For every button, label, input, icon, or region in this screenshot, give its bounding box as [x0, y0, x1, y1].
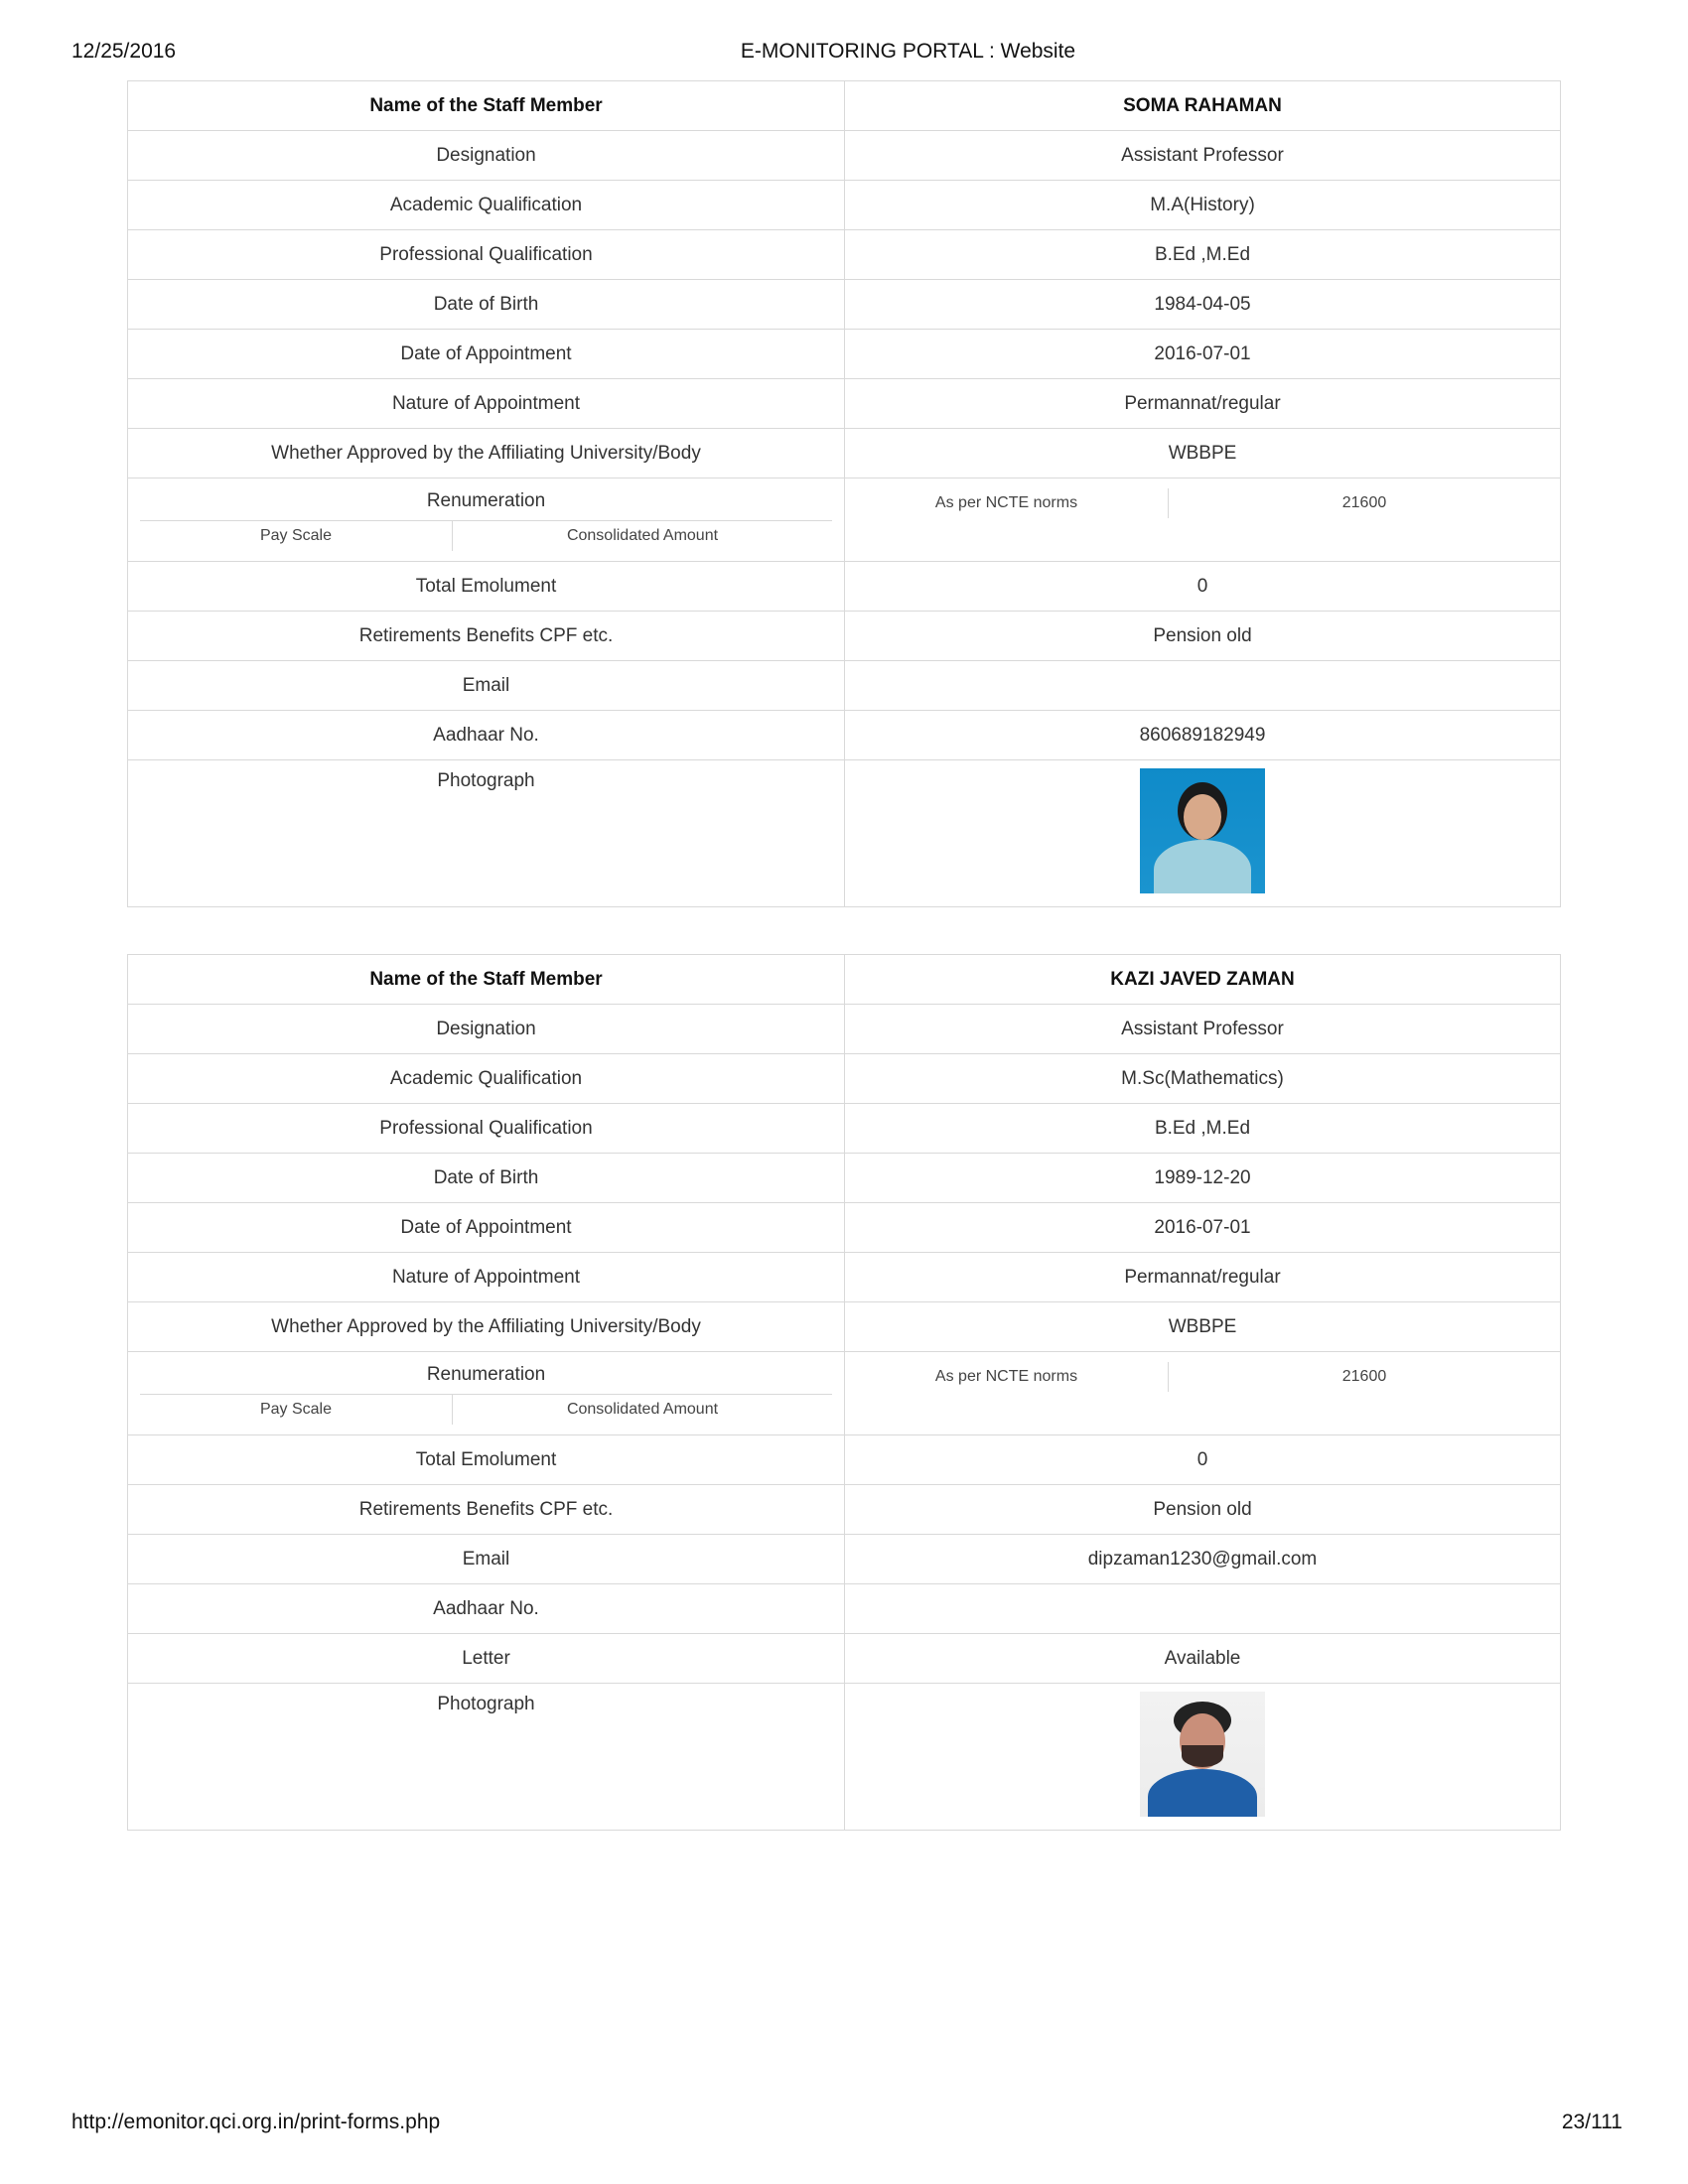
table-row	[128, 711, 1561, 760]
consolidated-value: 21600	[1341, 494, 1387, 511]
row-label: Designation	[128, 1005, 845, 1054]
pay-scale-label: Pay Scale	[140, 1395, 453, 1425]
row-label: Retirements Benefits CPF etc.	[128, 612, 845, 661]
row-label: Date of Birth	[128, 280, 845, 330]
table-row	[128, 230, 1561, 280]
total-emolument-value: 0	[845, 1435, 1561, 1485]
table-row	[128, 131, 1561, 181]
table-row	[128, 562, 1561, 612]
table-row	[128, 955, 1561, 1005]
table-row	[128, 661, 1561, 711]
table-row	[128, 330, 1561, 379]
professional-value: B.Ed ,M.Ed	[845, 1104, 1561, 1154]
doa-value: 2016-07-01	[845, 1203, 1561, 1253]
photograph-cell	[845, 1684, 1561, 1831]
renumeration-label-cell	[128, 478, 845, 562]
row-label: Academic Qualification	[128, 1054, 845, 1104]
table-row	[128, 81, 1561, 131]
row-label: Date of Appointment	[128, 330, 845, 379]
table-row	[128, 1253, 1561, 1302]
table-row	[128, 1054, 1561, 1104]
approved-value: WBBPE	[845, 429, 1561, 478]
table-row	[128, 1302, 1561, 1352]
table-row	[128, 1005, 1561, 1054]
dob-value: 1989-12-20	[845, 1154, 1561, 1203]
table-row	[128, 181, 1561, 230]
row-label: Renumeration	[426, 490, 546, 511]
designation-value: Assistant Professor	[845, 1005, 1561, 1054]
row-label: Total Emolument	[128, 1435, 845, 1485]
row-label: Date of Birth	[128, 1154, 845, 1203]
row-label: Email	[128, 1535, 845, 1584]
staff-name: SOMA RAHAMAN	[845, 81, 1561, 131]
table-row	[128, 1154, 1561, 1203]
table-row	[128, 1203, 1561, 1253]
nature-value: Permannat/regular	[845, 379, 1561, 429]
row-label: Academic Qualification	[128, 181, 845, 230]
print-date: 12/25/2016	[71, 40, 177, 63]
table-row	[128, 1435, 1561, 1485]
academic-value: M.Sc(Mathematics)	[845, 1054, 1561, 1104]
row-label: Aadhaar No.	[128, 1584, 845, 1634]
staff-table	[127, 954, 1561, 1831]
doa-value: 2016-07-01	[845, 330, 1561, 379]
staff-photo	[1140, 768, 1265, 893]
consolidated-label: Consolidated Amount	[566, 527, 719, 544]
row-label: Professional Qualification	[128, 230, 845, 280]
row-label: Whether Approved by the Affiliating University/Body	[128, 429, 845, 478]
row-label: Email	[128, 661, 845, 711]
row-label: Name of the Staff Member	[128, 955, 845, 1005]
pay-scale-value: As per NCTE norms	[845, 488, 1169, 518]
nature-value: Permannat/regular	[845, 1253, 1561, 1302]
email-value: dipzaman1230@gmail.com	[845, 1535, 1561, 1584]
table-row	[128, 760, 1561, 907]
table-row	[128, 612, 1561, 661]
renumeration-label-cell	[128, 1352, 845, 1435]
row-label: Nature of Appointment	[128, 379, 845, 429]
table-row	[128, 1535, 1561, 1584]
row-label: Photograph	[437, 770, 535, 791]
table-row	[128, 1684, 1561, 1831]
photograph-label-cell	[128, 1684, 845, 1831]
table-row	[128, 379, 1561, 429]
row-label: Name of the Staff Member	[128, 81, 845, 131]
letter-value: Available	[845, 1634, 1561, 1684]
pay-scale-label: Pay Scale	[140, 521, 453, 551]
footer-url: http://emonitor.qci.org.in/print-forms.php	[71, 2111, 441, 2133]
email-value	[845, 661, 1561, 711]
table-row	[128, 1485, 1561, 1535]
academic-value: M.A(History)	[845, 181, 1561, 230]
renumeration-subheader	[140, 1394, 832, 1425]
renumeration-value-cell	[845, 478, 1561, 562]
pay-scale-value: As per NCTE norms	[845, 1362, 1169, 1392]
retirement-value: Pension old	[845, 612, 1561, 661]
row-label: Letter	[128, 1634, 845, 1684]
table-row	[128, 1634, 1561, 1684]
designation-value: Assistant Professor	[845, 131, 1561, 181]
aadhaar-value: 860689182949	[845, 711, 1561, 760]
consolidated-value: 21600	[1341, 1368, 1387, 1385]
row-label: Nature of Appointment	[128, 1253, 845, 1302]
table-row	[128, 280, 1561, 330]
renumeration-subheader	[140, 520, 832, 551]
row-label: Total Emolument	[128, 562, 845, 612]
row-label: Designation	[128, 131, 845, 181]
page-title: E-MONITORING PORTAL : Website	[740, 40, 1076, 63]
table-row	[128, 478, 1561, 562]
row-label: Retirements Benefits CPF etc.	[128, 1485, 845, 1535]
row-label: Aadhaar No.	[128, 711, 845, 760]
page-number: 23/111	[1561, 2111, 1622, 2133]
row-label: Professional Qualification	[128, 1104, 845, 1154]
table-row	[128, 429, 1561, 478]
approved-value: WBBPE	[845, 1302, 1561, 1352]
staff-photo	[1140, 1692, 1265, 1817]
dob-value: 1984-04-05	[845, 280, 1561, 330]
table-row	[128, 1352, 1561, 1435]
consolidated-label: Consolidated Amount	[566, 1401, 719, 1418]
staff-name: KAZI JAVED ZAMAN	[845, 955, 1561, 1005]
total-emolument-value: 0	[845, 562, 1561, 612]
aadhaar-value	[845, 1584, 1561, 1634]
staff-table	[127, 80, 1561, 907]
retirement-value: Pension old	[845, 1485, 1561, 1535]
row-label: Photograph	[437, 1694, 535, 1714]
row-label: Renumeration	[426, 1364, 546, 1385]
table-row	[128, 1104, 1561, 1154]
renumeration-value-cell	[845, 1352, 1561, 1435]
professional-value: B.Ed ,M.Ed	[845, 230, 1561, 280]
row-label: Whether Approved by the Affiliating University/Body	[128, 1302, 845, 1352]
row-label: Date of Appointment	[128, 1203, 845, 1253]
photograph-label-cell	[128, 760, 845, 907]
photograph-cell	[845, 760, 1561, 907]
table-row	[128, 1584, 1561, 1634]
